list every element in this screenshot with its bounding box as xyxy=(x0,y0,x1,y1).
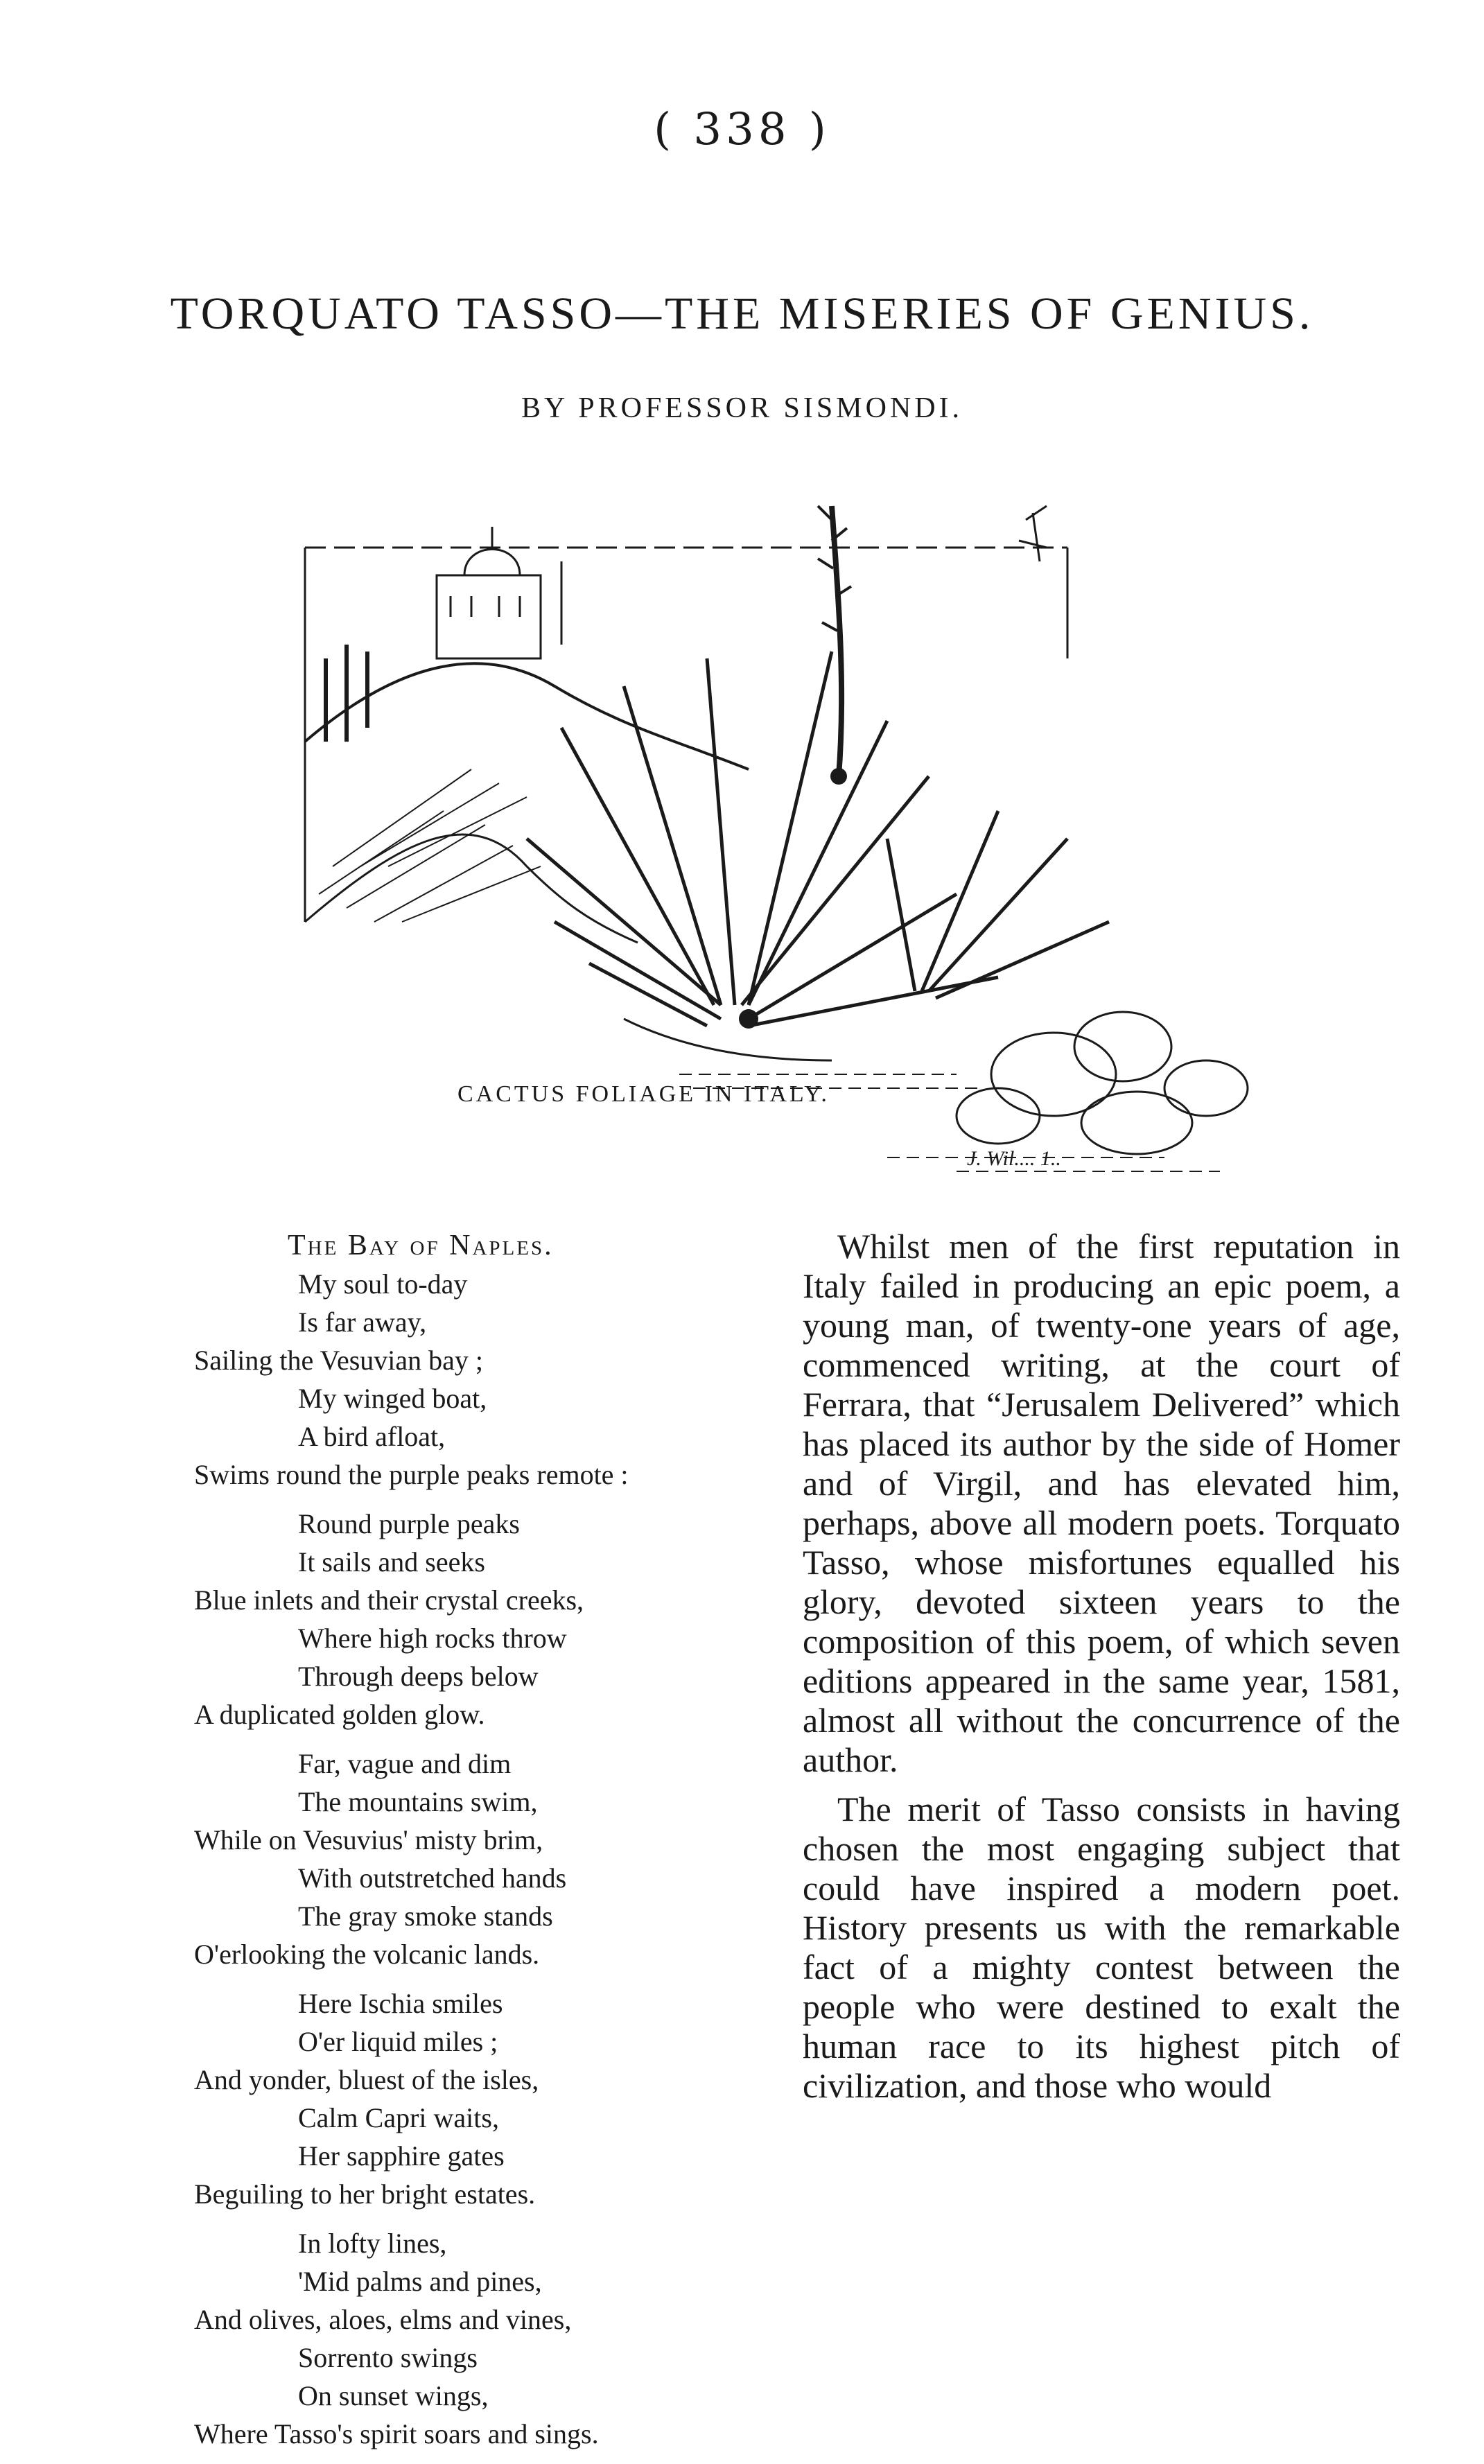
poem-line: While on Vesuvius' misty brim, xyxy=(194,1824,543,1855)
stanza xyxy=(194,1984,804,2213)
poem-line: Where high rocks throw xyxy=(298,1623,567,1654)
poem-line: And yonder, bluest of the isles, xyxy=(194,2064,539,2095)
poem-line: Her sapphire gates xyxy=(298,2140,505,2172)
poem-line: Sorrento swings xyxy=(298,2342,478,2373)
poem-line: 'Mid palms and pines, xyxy=(298,2266,542,2297)
poem-line: My soul to-day xyxy=(298,1268,468,1300)
poem-line: Is far away, xyxy=(298,1307,427,1338)
poem-line: O'erlooking the volcanic lands. xyxy=(194,1939,540,1970)
prose-paragraph: Whilst men of the first reputation in Italy failed in producing an epic poem, a young man, of twenty-one years of age, commenced writing, at the court of Ferrara, that “Jerusalem Delivered” which has placed its author by the side of Homer and of Virgil, and has elevated him, perhaps, above all modern poets. Torquato Tasso, whose misfortunes equalled his glory, devoted sixteen years to the composition of this poem, of which seven editions appeared in the same year, 1581, almost all without the concurrence of the author. xyxy=(803,1227,1400,1779)
poem-line: Blue inlets and their crystal creeks, xyxy=(194,1584,584,1616)
poem-line: Calm Capri waits, xyxy=(298,2102,499,2133)
article-title: TORQUATO TASSO—THE MISERIES OF GENIUS. xyxy=(170,288,1314,339)
poem-line: It sails and seeks xyxy=(298,1546,485,1578)
poem-line: A duplicated golden glow. xyxy=(194,1699,485,1730)
poem-line: With outstretched hands xyxy=(298,1862,567,1894)
page-number: ( 338 ) xyxy=(654,104,830,155)
poem-line: And olives, aloes, elms and vines, xyxy=(194,2304,572,2335)
poem-line: Where Tasso's spirit soars and sings. xyxy=(194,2418,599,2449)
stanza xyxy=(194,2224,804,2453)
poem-line: Round purple peaks xyxy=(298,1508,520,1539)
artist-signature: J. Wil.... 1.. xyxy=(967,1147,1061,1170)
poem-line: Here Ischia smiles xyxy=(298,1988,503,2019)
poem-line: Beguiling to her bright estates. xyxy=(194,2178,536,2210)
stanza xyxy=(194,1265,804,1494)
prose-column xyxy=(803,1227,1400,2115)
poem-line: The gray smoke stands xyxy=(298,1901,553,1932)
poem-line: O'er liquid miles ; xyxy=(298,2026,498,2057)
poem-line: Swims round the purple peaks remote : xyxy=(194,1459,629,1490)
poem-line: Far, vague and dim xyxy=(298,1748,512,1779)
stanza xyxy=(194,1745,804,1973)
poem xyxy=(194,1227,804,2464)
poem-line: My winged boat, xyxy=(298,1383,487,1414)
poem-line: Sailing the Vesuvian bay ; xyxy=(194,1345,483,1376)
prose-paragraph: The merit of Tasso consists in having chosen the most engaging subject that could have inspired a modern poet. History presents us with the remarkable fact of a mighty contest between the people who were destined to exalt the human race to its highest pitch of civilization, and those who would xyxy=(803,1790,1400,2105)
byline: BY PROFESSOR SISMONDI. xyxy=(521,392,963,424)
poem-line: On sunset wings, xyxy=(298,2380,489,2411)
poem-line: Through deeps below xyxy=(298,1661,539,1692)
cactus-illustration xyxy=(263,478,1275,1185)
poem-line: A bird afloat, xyxy=(298,1421,446,1452)
poem-line: The mountains swim, xyxy=(298,1786,538,1817)
illustration-caption: CACTUS FOLIAGE IN ITALY. xyxy=(457,1081,830,1107)
poem-line: In lofty lines, xyxy=(298,2228,447,2259)
poem-title: The Bay of Naples. xyxy=(288,1230,554,1261)
stanza xyxy=(194,1505,804,1733)
